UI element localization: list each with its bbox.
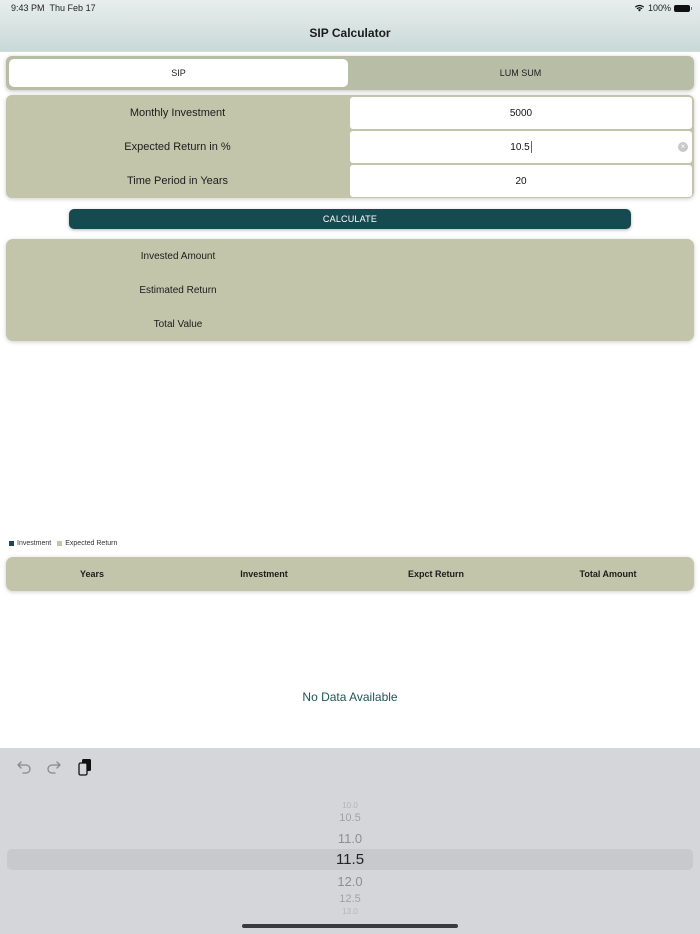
column-expected-return: Expct Return xyxy=(407,569,464,579)
invested-amount-label: Invested Amount xyxy=(140,251,216,262)
column-investment: Investment xyxy=(240,569,288,579)
picker-option[interactable]: 10.0 xyxy=(342,801,358,810)
expected-return-input[interactable] xyxy=(350,131,692,163)
input-panel xyxy=(6,95,694,198)
time-period-label: Time Period in Years xyxy=(126,175,229,187)
navigation-header xyxy=(0,0,700,52)
status-right xyxy=(634,3,690,13)
time-period-value: 20 xyxy=(515,175,527,187)
undo-icon[interactable] xyxy=(15,758,33,776)
picker-option[interactable]: 11.0 xyxy=(337,831,363,846)
table-header xyxy=(6,557,694,591)
picker-option[interactable]: 10.5 xyxy=(339,812,361,824)
picker-option[interactable]: 13.0 xyxy=(342,907,358,916)
chart-legend xyxy=(9,540,117,547)
tab-sip[interactable]: SIP xyxy=(9,59,348,87)
home-indicator[interactable] xyxy=(242,924,458,928)
monthly-investment-input[interactable] xyxy=(350,97,692,129)
paste-icon[interactable] xyxy=(76,758,94,776)
column-total-amount: Total Amount xyxy=(579,569,637,579)
investment-swatch xyxy=(9,541,14,546)
results-panel xyxy=(6,239,694,341)
calculate-button[interactable]: CALCULATE xyxy=(69,209,631,229)
battery-icon xyxy=(674,5,690,12)
page-title: SIP Calculator xyxy=(309,26,391,40)
monthly-investment-value: 5000 xyxy=(509,107,533,119)
legend-investment: Investment xyxy=(17,540,52,547)
status-time xyxy=(11,3,96,13)
expected-return-swatch xyxy=(57,541,62,546)
total-value-label: Total Value xyxy=(153,319,203,330)
calculator-type-segmented-control xyxy=(6,56,694,90)
picker-option[interactable]: 12.0 xyxy=(337,874,363,889)
battery-percent: 100% xyxy=(647,3,671,13)
column-years: Years xyxy=(79,569,105,579)
expected-return-value: 10.5 xyxy=(510,141,530,153)
number-picker-keyboard xyxy=(0,748,700,934)
picker-option[interactable]: 12.5 xyxy=(339,893,361,905)
empty-state-message: No Data Available xyxy=(302,690,398,704)
monthly-investment-label: Monthly Investment xyxy=(129,107,226,119)
wifi-icon xyxy=(634,4,645,12)
date-text: Thu Feb 17 xyxy=(49,3,96,13)
expected-return-label: Expected Return in % xyxy=(124,141,231,153)
picker-option-selected[interactable]: 11.5 xyxy=(335,851,365,868)
tab-lum-sum[interactable]: LUM SUM xyxy=(499,68,542,78)
time-period-input[interactable] xyxy=(350,165,692,197)
clear-text-icon[interactable]: × xyxy=(678,142,688,152)
estimated-return-label: Estimated Return xyxy=(139,285,217,296)
text-caret xyxy=(531,141,532,153)
legend-expected-return: Expected Return xyxy=(65,540,118,547)
time-text: 9:43 PM xyxy=(11,3,45,13)
redo-icon[interactable] xyxy=(45,758,63,776)
